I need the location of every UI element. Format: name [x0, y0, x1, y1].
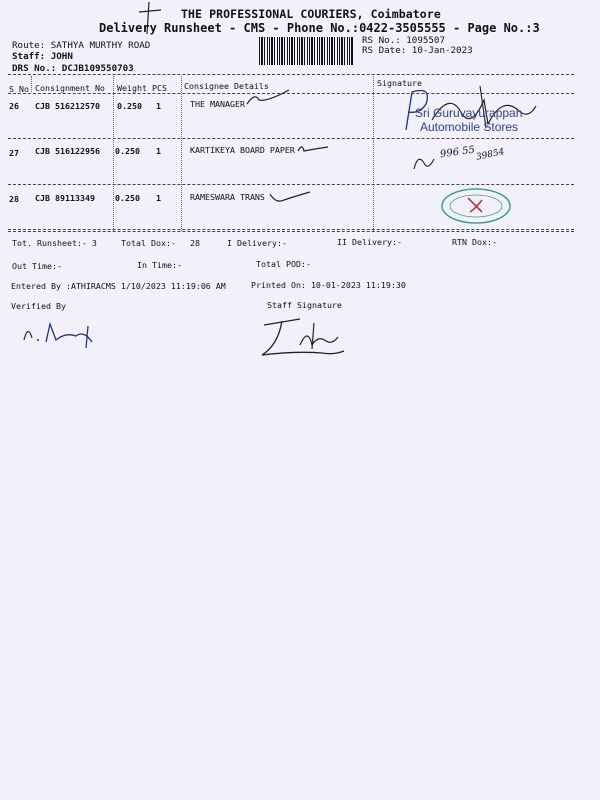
- route-label: Route: SATHYA MURTHY ROAD: [12, 40, 151, 51]
- company-seal: [438, 184, 514, 224]
- divider: [8, 74, 574, 75]
- runsheet-title: Delivery Runsheet - CMS - Phone No.:0422-3505555 - Page No.:3: [99, 21, 540, 35]
- total-dox-label: Total Dox:-: [121, 238, 176, 248]
- row-pcs: 1: [156, 101, 161, 111]
- row-sno: 28: [9, 194, 19, 204]
- col-signature: Signature: [377, 78, 422, 88]
- row-weight: 0.250: [115, 193, 140, 203]
- entered-by: Entered By :ATHIRACMS 1/10/2023 11:19:06 AM: [11, 281, 226, 291]
- drs-number: DRS No.: DCJB109550703: [12, 63, 134, 74]
- row-weight: 0.250: [117, 101, 142, 111]
- col-consignee: Consignee Details: [184, 81, 269, 91]
- col-weight: Weight: [117, 83, 147, 93]
- column-line: [181, 76, 182, 231]
- tot-runsheet: Tot. Runsheet:- 3: [12, 238, 97, 248]
- column-line: [31, 76, 32, 92]
- tick-mark: [268, 188, 314, 206]
- tick-mark: [296, 141, 332, 157]
- tick-mark: [245, 88, 295, 108]
- staff-signature-label: Staff Signature: [267, 300, 342, 310]
- column-line: [113, 76, 114, 231]
- row-divider: [8, 229, 574, 230]
- in-time: In Time:-: [137, 260, 182, 270]
- ii-delivery: II Delivery:-: [337, 237, 402, 247]
- divider: [8, 231, 574, 232]
- row-consignee: KARTIKEYA BOARD PAPER: [190, 145, 295, 155]
- rtn-dox: RTN Dox:-: [452, 237, 497, 247]
- staff-signature: [256, 315, 351, 365]
- pen-mark: [135, 0, 175, 40]
- i-delivery: I Delivery:-: [227, 238, 287, 248]
- col-pcs: PCS: [152, 83, 167, 93]
- row-pcs: 1: [156, 146, 161, 156]
- rs-date: RS Date: 10-Jan-2023: [362, 45, 473, 56]
- out-time: Out Time:-: [12, 261, 62, 271]
- total-pod: Total POD:-: [256, 259, 311, 269]
- row-consignee: RAMESWARA TRANS: [190, 192, 265, 202]
- stamp-line-2: Automobile Stores: [420, 120, 519, 134]
- handwritten-number-2: 39854: [475, 147, 506, 163]
- printed-on: Printed On: 10-01-2023 11:19:30: [251, 280, 406, 290]
- row-consignment: CJB 516212570: [35, 101, 100, 111]
- row-sno: 26: [9, 101, 19, 111]
- stamp-line-1: Sri Guruvayurappan: [415, 106, 523, 120]
- row-consignee: THE MANAGER: [190, 99, 245, 109]
- row-pcs: 1: [156, 193, 161, 203]
- col-consignment: Consignment No: [35, 83, 105, 93]
- row-weight: 0.250: [115, 146, 140, 156]
- handwritten-number: 996 55: [439, 144, 476, 161]
- company-name: THE PROFESSIONAL COURIERS, Coimbatore: [181, 7, 441, 21]
- verifier-signature: [20, 318, 110, 358]
- verified-by-label: Verified By: [11, 301, 66, 311]
- row-consignment: CJB 516122956: [35, 146, 100, 156]
- column-line: [373, 76, 374, 231]
- total-dox-value: 28: [190, 238, 200, 248]
- row-sno: 27: [9, 148, 19, 158]
- staff-label: Staff: JOHN: [12, 51, 73, 62]
- rs-number: RS No.: 1095507: [362, 35, 445, 46]
- col-sno: S No: [9, 84, 29, 94]
- barcode: [259, 37, 354, 65]
- row-consignment: CJB 89113349: [35, 193, 95, 203]
